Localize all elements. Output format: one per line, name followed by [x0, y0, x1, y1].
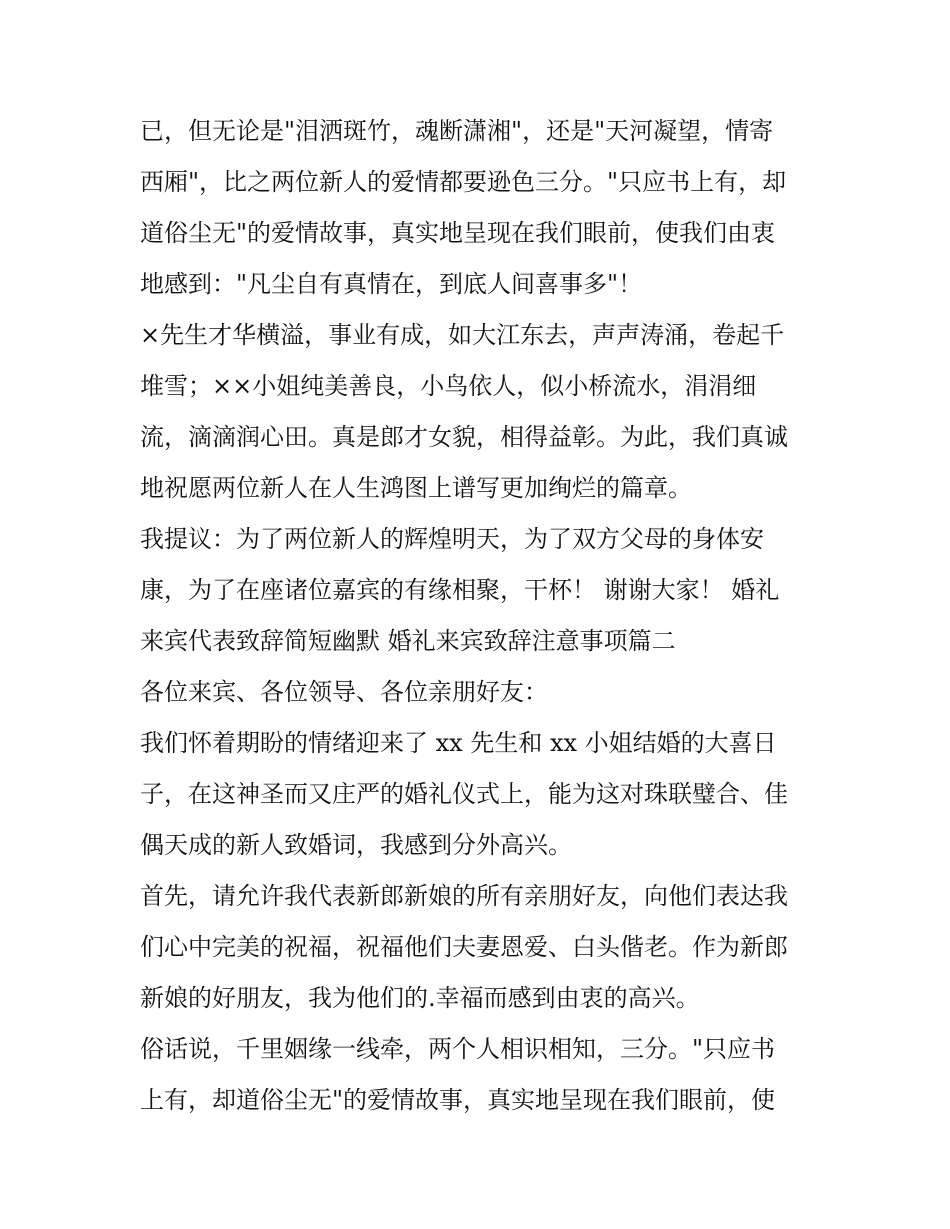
text-line: 地感到："凡尘自有真情在，到底人间喜事多"！: [140, 270, 643, 298]
text-line: 已，但无论是"泪洒斑竹，魂断潇湘"，还是"天河凝望，情寄: [140, 117, 774, 145]
text-line: 子，在这神圣而又庄严的婚礼仪式上，能为这对珠联璧合、佳: [140, 780, 788, 808]
text-line: 堆雪；××小姐纯美善良，小鸟依人，似小桥流水，涓涓细: [140, 372, 757, 400]
text-line: 道俗尘无"的爱情故事，真实地呈现在我们眼前，使我们由衷: [140, 219, 776, 247]
text-line: ×先生才华横溢，事业有成，如大江东去，声声涛涌，卷起千: [140, 321, 785, 349]
text-line: 首先，请允许我代表新郎新娘的所有亲朋好友，向他们表达我: [140, 882, 788, 910]
text-line: 来宾代表致辞简短幽默 婚礼来宾致辞注意事项篇二: [140, 627, 676, 655]
text-line: 地祝愿两位新人在人生鸿图上谱写更加绚烂的篇章。: [140, 474, 692, 502]
document-body: [140, 106, 820, 1126]
text-line: 们心中完美的祝福，祝福他们夫妻恩爱、白头偕老。作为新郎: [140, 933, 788, 961]
text-line: 流，滴滴润心田。真是郎才女貌，相得益彰。为此，我们真诚: [140, 423, 788, 451]
text-line: 康，为了在座诸位嘉宾的有缘相聚，干杯！ 谢谢大家！ 婚礼: [140, 576, 780, 604]
text-line: 上有，却道俗尘无"的爱情故事，真实地呈现在我们眼前，使: [140, 1086, 776, 1114]
text-line: 我提议：为了两位新人的辉煌明天，为了双方父母的身体安: [140, 525, 764, 553]
text-line: 西厢"，比之两位新人的爱情都要逊色三分。"只应书上有，却: [140, 168, 787, 196]
text-line: 各位来宾、各位领导、各位亲朋好友：: [140, 678, 548, 706]
text-line: 偶天成的新人致婚词，我感到分外高兴。: [140, 831, 572, 859]
text-line: 新娘的好朋友，我为他们的.幸福而感到由衷的高兴。: [140, 984, 700, 1012]
text-line: 我们怀着期盼的情绪迎来了 xx 先生和 xx 小姐结婚的大喜日: [140, 729, 777, 757]
text-line: 俗话说，千里姻缘一线牵，两个人相识相知，三分。"只应书: [140, 1035, 776, 1063]
